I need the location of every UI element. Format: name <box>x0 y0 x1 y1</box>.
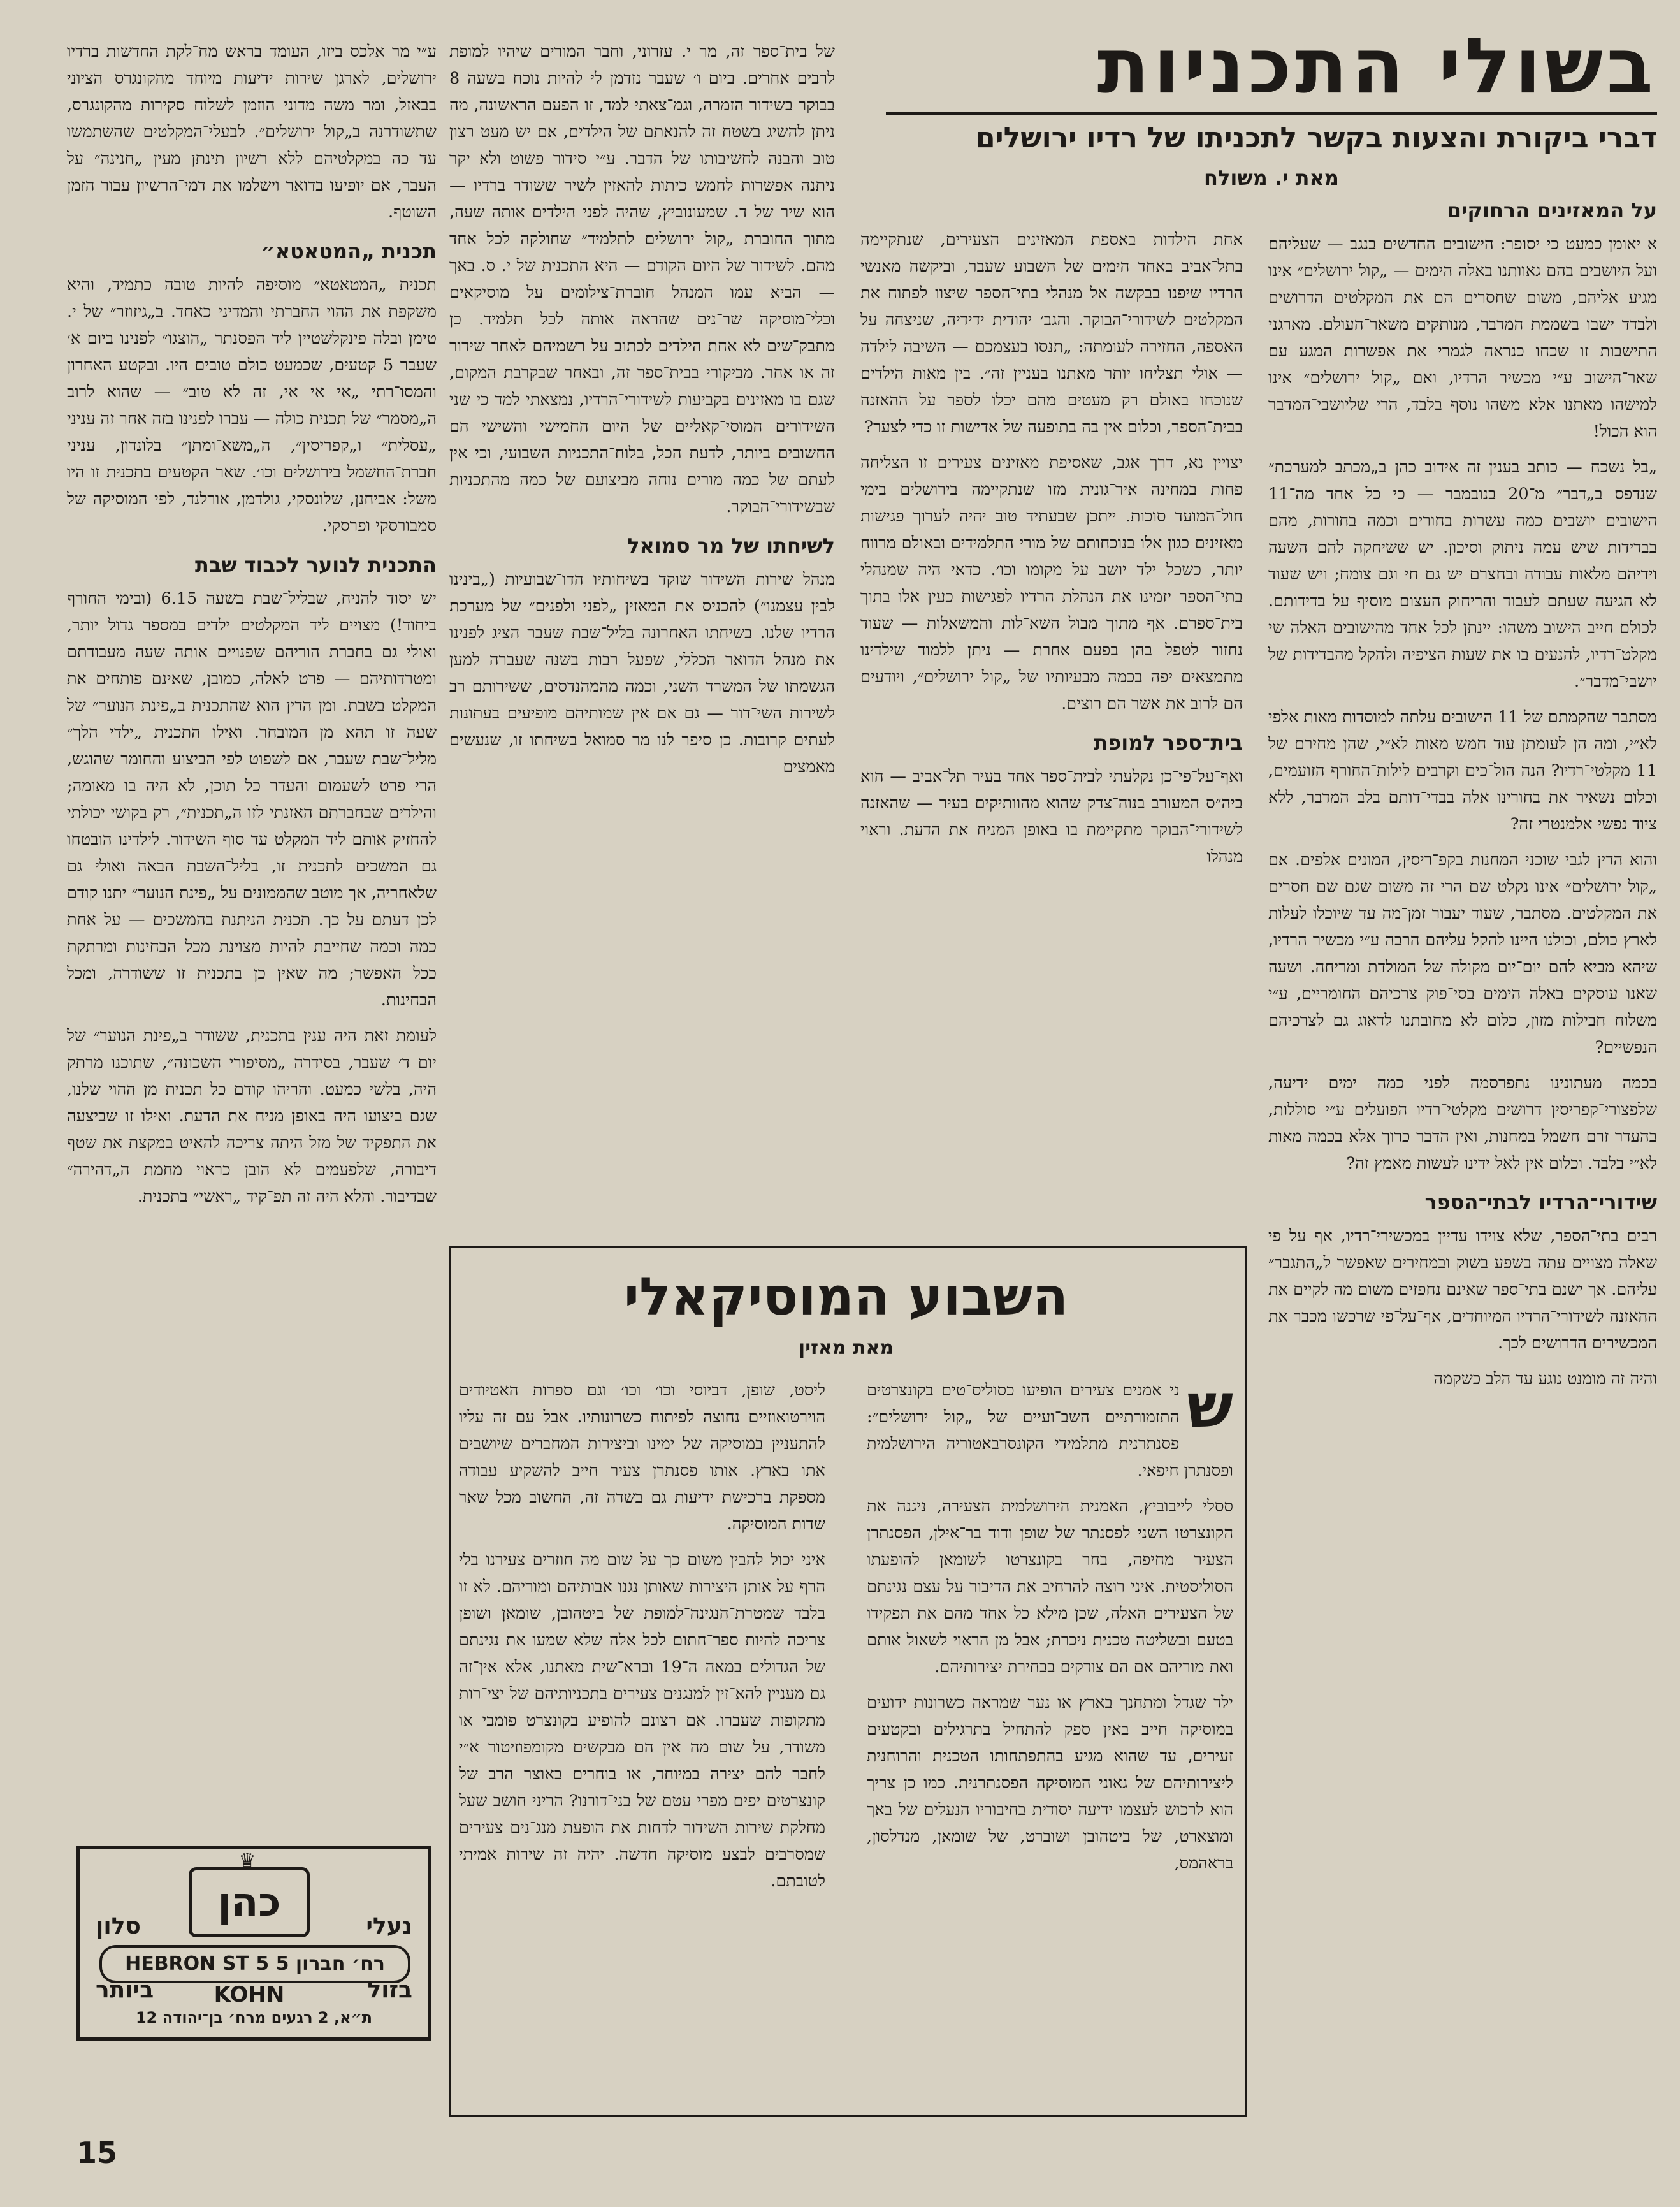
page-number: 15 <box>76 2136 118 2170</box>
music-article-title: השבוע המוסיקאלי <box>623 1267 1069 1327</box>
crown-icon: ♛ <box>238 1849 260 1872</box>
column-3 <box>449 38 835 1237</box>
ad-brand-latin: KOHN <box>214 1982 285 2007</box>
article-byline: מאת י. משולח <box>1204 166 1339 190</box>
ad-word: ביותר <box>96 1977 154 2003</box>
ad-word: נעלי <box>366 1913 412 1939</box>
paragraph: מנהל שירות השידור שוקד בשיחותיו הדו־שבועיות („בינינו לבין עצמנו״) להכניס את המאזין „לפני ולפנים״ של מערכת הרדיו שלנו. בשיחתו האחרונה בליל־שבת שעבר הציג לפנינו את מנהל הדואר הכללי, שפעל רבות בשנה שעברה למען הגשמתו של המשרד השני, וכמה מהמהנדסים, ששירותם רב לשירות השי־דור — גם אם אין שמותיהם מופיעים בעתונות לעתים קרובות. כן סיפר לנו מר סמואל בשיחתו זו, שנעשים מאמצים <box>449 570 835 776</box>
paragraph: ליסט, שופן, דביוסי וכו׳ וכו׳ וגם ספרות האטיודים הוירטואוזיים נחוצה לפיתוח כשרונותיו. אבל עם זה עליו להתעניין במוסיקה של ימינו וביצירות המחברים שיושבים אתו בארץ. אותו פסנתרן צעיר חייב להשקיע עבודה מספקת ברכישת ידיעות גם בשדה זה, החשוב מכל שאר שדות המוסיקה. <box>459 1381 825 1534</box>
paragraph: אחת הילדות באספת המאזינים הצעירים, שנתקיימה בתל־אביב באחד הימים של השבוע שעבר, וביקשה מאנשי הרדיו שיפנו בבקשה אל מנהלי בתי־הספר שיצוו לפתוח את המקלטים לשידורי־הבוקר. והגב׳ יהודית ידידיה, שניצחה על האספה, החזירה לעומתה: „תנסו בעצמכם — השיבה לילדה — אולי תצליחו יותר מאתנו בעניין זה״. בין מאות הילדים שנוכחו באולם רק מעטים מהם יכלו לספר על ההאזנה בבית־הספר, וכלום אין בה בתופעה של אדישות זו כדי לצער? <box>860 230 1243 437</box>
column-1 <box>1268 185 1657 2174</box>
paragraph: „בל נשכח — כותב בענין זה אידוב כהן ב„מכתב למערכת״ שנדפס ב„דבר״ מ־20 בנובמבר — כי כל אחד מה־11 הישובים יושבים כמה עשרות בחורים וכמה בחורות, מהם בבדידות שיש עמה ניתוק וסיכון. יש ששיחקה להם השעה וידיהם מלאות עבודה ובחצרם יש גם חי וגם צומח; ויש שעוד לא הגיעה שעתם לעבוד והריחוק העצום מוסיף על בדידותם. לכולם חייב הישוב משהו: יינתן לכל אחד מהישובים האלה שי מקלט־רדיו, להנעים בו את שעות הציפיה ולהקל מהבדידות של יושבי־מדבר״. <box>1268 458 1657 691</box>
paragraph: של בית־ספר זה, מר י. עזרוני, וחבר המורים שיהיו למופת לרבים אחרים. ביום ו׳ שעבר נזדמן לי להיות נוכח בשעה 8 בבוקר בשידור הזמרה, וגמ־צאתי למד, זו הפעם הראשונה, מה ניתן להשיג בשטח זה להנאתם של הילדים, אם יש מעט רצון טוב והבנה לחשיבותו של הדבר. ע״י סידור פשוט ולא יקר ניתנה אפשרות לחמש כיתות להאזין לשיר ששודר ברדיו — הוא שיר של ד. שמעונוביץ, שהיה לפני הילדים אותה שעה, מתוך החוברת „קול ירושלים לתלמיד״ שחולקה לכל אחד מהם. לשידור של היום הקודם — היא התכנית של י. ס. באך — הביא עמו המנהל חוברת־צילומים על מוסיקאים וכלי־מוסיקה שר־נים שהראה אותה לכל תלמיד. כן מתבק־שים לא אחת הילדים לכתוב על רשמיהם לאחר שידור זה או אחר. מביקורי בבית־ספר זה, ובאחר שבקרבת המקום, שגם בו מאזינים בקביעות לשידורי־הרדיו, נמצאתי למד כי שני השידורים המוסי־קאליים של היום החמישי והשישי הם החשובים ביותר, לדעת הכל, בלוח־התכניות השבועי, וכי אין לעתם של כמה מורים נוחה מביצועם של כמה מהתכניות שבשידורי־הבוקר. <box>449 42 835 516</box>
column-2 <box>860 226 1243 1272</box>
shoe-store-advertisement <box>76 1846 431 2041</box>
ad-word: בזול <box>367 1977 412 2003</box>
paragraph: מסתבר שהקמתם של 11 הישובים עלתה למוסדות מאות אלפי לא״י, ומה הן לעומתן עוד חמש מאות לא״י, שהן מחירם של 11 מקלטי־רדיו? הנה הול־כים וקרבים לילות־החורף הזועמים, וכלום נשאיר את בחורינו אלה בבדי־דותם בלב המדבר, ללא ציוד נפשי אלמנטרי זה? <box>1268 708 1657 834</box>
section-heading: התכנית לנוער לכבוד שבת <box>194 553 437 577</box>
music-column-left <box>459 1377 825 2104</box>
paragraph: יצויין נא, דרך אגב, שאסיפת מאזינים צעירים זו הצליחה פחות במחינה איר־גונית מזו שנתקיימה בירושלים בימי חול־המועד סוכות. ייתכן שבעתיד טוב יהיה לערוך פגישות מאזינים כגון אלו בנוכחותם של מורי התלמידים ובאולם מרווח יותר, כשכל ילד יושב על מקומו וכו׳. כדאי היה שמנהלי בתי־הספר יזמינו את הנהלת הרדיו לפגישות כעין אלו בתוך בית־ספרם. אף מתוך מבול השא־לות והמשאלות — שעוד נחזור לטפל בהן בפעם אחרת — ניתן ללמוד שילדינו מתמצאים יפה בכמה מבעיותיו של „קול ירושלים״, ויודעים הם לרוב את אשר הם רוצים. <box>860 453 1243 713</box>
paragraph: ססלי לייבוביץ, האמנית הירושלמית הצעירה, ניגנה את הקונצרטו השני לפסנתר של שופן ודוד בר־אילן, הפסנתרן הצעיר מחיפה, בחר בקונצרטו לשומאן להופעתו הסוליסטית. איני רוצה להרחיב את הדיבור על עצם נגינתם של הצעירים האלה, שכן מילא כל אחד מהם את תפקידו בטעם ובשליטה טכנית ניכרת; אבל מן הראוי לשאול אותם ואת מוריהם אם הם צודקים בבחירת יצירותיהם. <box>867 1497 1233 1677</box>
paragraph: א יאומן כמעט כי יסופר: הישובים החדשים בנגב — שעליהם ועל היושבים בהם גאוותנו באלה הימים — „קול ירושלים״ אינו מגיע אליהם, משום שחסרים הם את המקלטים הדרושים ולבדד ישבו בשממת המדבר, מנותקים משאר־העולם. מארגני התישבות זו שכחו כנראה לגמרי את אפשרות המגע עם שאר־הישוב ע״י מכשיר הרדיו, ואם „קול ירושלים״ אינו למישהו מאתנו אלא משהו נוסף בלבד, הרי שליושבי־המדבר הוא הכול! <box>1268 235 1657 441</box>
section-heading: על המאזינים הרחוקים <box>1447 198 1657 222</box>
column-4 <box>67 38 437 1810</box>
article-header <box>886 22 1657 192</box>
paragraph: ואף־על־פי־כן נקלעתי לבית־ספר אחד בעיר תל־אביב — הוא ביה״ס המעורב בנוה־צדק שהוא מהוותיקים בעיר — שהאזנה לשידורי־הבוקר מתקיימת בו באופן המניח את הדעת. וראוי מנהלו <box>860 767 1243 866</box>
paragraph: והיה זה מומנט נוגע עד הלב כשקמה <box>1433 1369 1657 1388</box>
paragraph: ע״י מר אלכס ביזו, העומד בראש מח־לקת החדשות ברדיו ירושלים, לארגן שירות ידיעות מיוחד מהקונגרס הציוני בבאזל, ומר משה מדוני הוזמן לשלוח סקירות מהקונגרס, שתשודרנה ב„קול ירושלים״. לבעלי־המקלטים שהשתמשו עד כה במקלטיהם ללא רשיון תינתן מעין „חנינה״ על העבר, אם יופיעו בדואר וישלמו את דמי־הרשיון עבור הזמן השוטף. <box>67 42 437 222</box>
paragraph: והוא הדין לגבי שוכני המחנות בקפ־ריסין, המונים אלפים. אם „קול ירושלים״ אינו נקלט שם הרי זה משום שגם שם חסרים את המקלטים. מסתבר, שעוד יעבור זמן־מה עד שיוכלו לעלות לארץ כולם, וכולנו היינו להקל עליהם הרבה ע״י מכשיר הרדיו, שיהא מביא להם יום־יום מקולה של המולדת ומריחה. ושעה שאנו עוסקים באלה הימים בסי־פוק צרכיהם החומריים, ע״י משלוח חבילות מזון, כלום לא מחובתנו לדאוג גם לצרכיהם הנפשיים? <box>1268 850 1657 1057</box>
article-subtitle: דברי ביקורת והצעות בקשר לתכניתו של רדיו ירושלים <box>886 112 1657 157</box>
ad-word: סלון <box>96 1913 141 1939</box>
drop-cap: ש <box>1187 1377 1233 1441</box>
paragraph: יש יסוד להניח, שבליל־שבת בשעה 6.15 (ובימי החורף ביחוד!) מצויים ליד המקלטים ילדים במספר גדול יותר, ואולי גם בחברת הוריהם שפנויים אותה שעה מעבודתם ומטרדותיהם — פרט לאלה, כמובן, שאינם פותחים את המקלט בשבת. ומן הדין הוא שהתכנית ב„פינת הנוער״ של שעה זו תהא מן המובחר. ואילו התכנית „ילדי הלך״ מליל־שבת שעבר, אם לשפוט לפי הביצוע והחומר שהוגש, הרי פרט לשעמום והעדר כל תוכן, לא היה בו מאומה; והילדים שבחברתם האזנתי לזו ה„תכנית״, רק בקושי יכולתי להחזיק אותם ליד המקלט עד סוף השידור. לילדינו הובטחו גם המשכים לתכנית זו, בליל־השבת הבאה ואולי גם שלאחריה, אך מוטב שהממונים על „פינת הנוער״ יתנו קודם לכן דעתם על כך. תכנית הניתנת בהמשכים — על אחת כמה וכמה שחייבת להיות מצוינת מכל הבחינות ומרתקת ככל האפשר; מה שאין כן בתכנית זו ששודרה, ומכל הבחינות. <box>67 589 437 1010</box>
section-heading: בית־ספר למופת <box>1094 731 1243 755</box>
ad-brand-logo: כהן <box>189 1867 310 1937</box>
music-column-right <box>867 1377 1233 2104</box>
paragraph: ילד שגדל ומתחנך בארץ או נער שמראה כשרונות ידועים במוסיקה חייב באין ספק להתחיל בתרגילים ובקטעים זעירים, עד שהוא מגיע בהתפתחותו הטכנית והרוחנית ליצירותיהם של גאוני המוסיקה הפסנתרנית. כמו כן צריך הוא לרכוש לעצמו ידיעה יסודית בחיבוריו הנעלים של באך ומוצארט, של ביטהובן ושוברט, של שומאן, מנדלסון, בראהמס, <box>867 1693 1233 1873</box>
paragraph: בכמה מעתונינו נתפרסמה לפני כמה ימים ידיעה, שלפצורי־קפריסין דרושים מקלטי־רדיו הפועלים ע״י סוללות, בהעדר זרם חשמל במחנות, ואין הדבר כרוך אלא בכמה מאות לא״י בלבד. וכלום אין לאל ידינו לעשות מאמץ זה? <box>1268 1074 1657 1173</box>
paragraph: ני אמנים צעירים הופיעו כסוליס־טים בקונצרטים התזמורתיים השב־ועיים של „קול ירושלים״: פסנתרנית מתלמידי הקונסרבאטוריה הירושלמית ופסנתרן חיפאי. <box>867 1381 1233 1480</box>
section-heading: שידורי־הרדיו לבתי־הספר <box>1424 1190 1657 1214</box>
paragraph: איני יכול להבין משום כך על שום מה חוזרים צעירנו בלי הרף על אותן היצירות שאותן נגנו אבותיהם ומוריהם. לא זו בלבד שמטרת־הנגינה־למופת של ביטהובן, שומאן ושופן צריכה להיות ספר־חתום לכל אלה שלא שמעו את נגינתם של הגדולים במאה ה־19 וברא־שית מאתנו, אלא אין־זה גם מעניין להא־זין למנגנים צעירים בתכניותיהם של יצי־רות מתקופות שעברו. אם רצונם להופיע בקונצרט פומבי או משודר, על שום מה אין הם מבקשים מקומפוזיטור א״י לחבר להם יצירה במיוחד, או בוחרים באוצר הרב של קונצרטים יפים מפרי עטם של בני־דורנו? הריני חושב שעל מחלקת שירות השידור לדחות את הופעת מנג־נים צעירים שמסרבים לבצע מוסיקה חדשה. יהיה זה שירות אמיתי לטובתם. <box>459 1550 825 1891</box>
paragraph: לעומת זאת היה ענין בתכנית, ששודר ב„פינת הנוער״ של יום ד׳ שעבר, בסידרה „מסיפורי השכונה״, שתוכנו מרתק היה, בלשי כמעט. והריהו קודם כל תכנית מן ההוי שלנו, שגם ביצועו היה באופן מניח את הדעת. ואילו זו שביצעה את התפקיד של מזל היתה צריכה להאיט במקצת את שטף דיבורה, שלפעמים לא הובן כראוי מחמת ה„דהירה״ שבדיבור. והלא היה זה תפ־קיד „ראשי״ בתכנית. <box>67 1026 437 1206</box>
paragraph: תכנית „המטאטא״ מוסיפה להיות טובה כתמיד, והיא משקפת את ההוי החברתי והמדיני כאחד. ב„גיזוזר״ של י. טימן ובלה פינקלשטיין ליד הפסנתר „הוצגו״ לפנינו ביום א׳ שעבר 5 קטעים, שכמעט כולם טובים היו. ובקטע האחרון והמסו־רתי „אי אי אי, זה לא טוב״ — שהוא לרוב ה„מסמר״ של תכנית כולה — עברו לפנינו בזה אחר זה עניני „עסלית״ ו„קפריסין״, ה„משא־ומתן״ בלונדון, עניני חברת־החשמל בירושלים וכו׳. שאר הקטעים בתכנית זו היו משל: אביחנן, שלונסקי, גולדמן, אורלנד, לפי המוסיקה של סמבורסקי ופרסקי. <box>67 275 437 535</box>
section-heading: תכנית „המטאטא״ <box>261 239 437 263</box>
ad-address: ת״א, 2 רגעים מרח׳ בן־יהודה 12 <box>135 2009 373 2027</box>
ad-street-label: HEBRON ST 5 רח׳ חברון 5 <box>99 1945 410 1983</box>
article-title: בשולי התכניות <box>1097 22 1657 111</box>
paragraph: רבים בתי־הספר, שלא צוידו עדיין במכשירי־רדיו, אף על פי שאלה מצויים עתה בשפע בשוק ובמחירים שאפשר ל„התגבר״ עליהם. אך ישנם בתי־ספר שאינם נחפזים משום מה לקיים את ההאזנה לשידורי־הרדיו המיוחדים, אף־על־פי שרכשו מכבר את המכשירים הדרושים לכך. <box>1268 1227 1657 1353</box>
section-heading: לשיחתו של מר סמואל <box>627 534 835 558</box>
music-article-byline: מאת מאזין <box>798 1337 894 1359</box>
